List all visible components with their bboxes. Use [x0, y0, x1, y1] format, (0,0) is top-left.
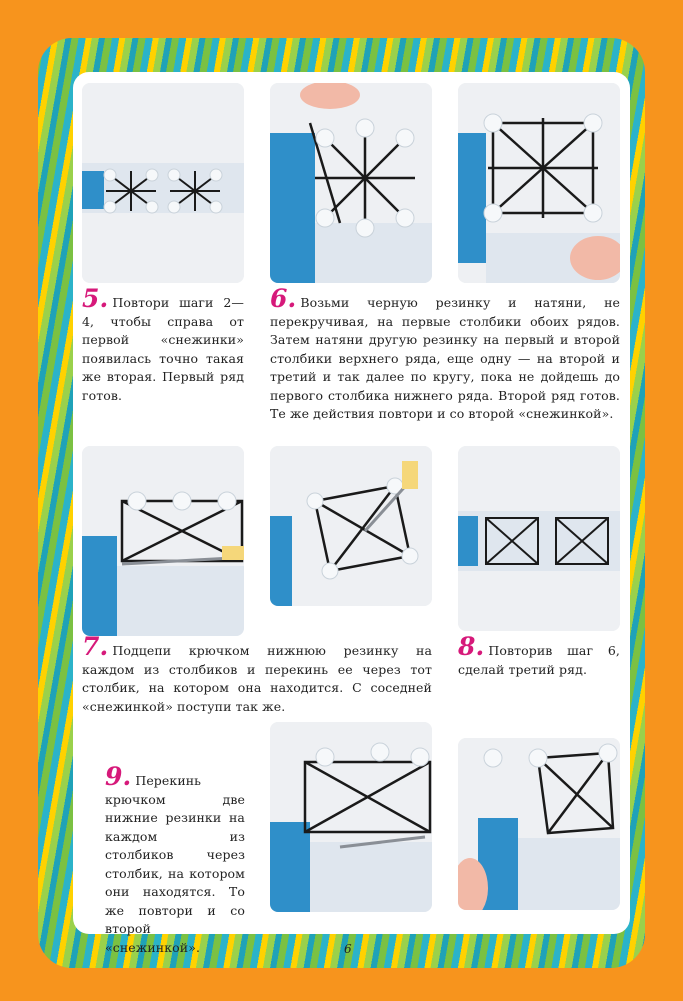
step-5-number: 5.: [82, 284, 109, 313]
page-number: 6: [344, 942, 352, 956]
step-7-instruction: Подцепи крючком нижнюю резинку на каждом из столбиков и перекинь ее через тот столбик, на котором она находится. С соседней «снежинкой» поступи так же.: [82, 643, 432, 714]
step-6-text: [270, 284, 620, 424]
photo-step-9-hook-left: [270, 722, 432, 912]
step-8-number: 8.: [458, 632, 485, 661]
step-7-number: 7.: [82, 632, 109, 661]
photo-step-7-hook-middle: [270, 446, 432, 606]
step-5-text: [82, 284, 244, 405]
step-5-instruction: Повтори шаги 2—4, чтобы справа от первой «снежинки» появилась точно такая же вторая. Первый ряд готов.: [82, 295, 244, 403]
step-9-text: [105, 762, 245, 957]
step-6-number: 6.: [270, 284, 297, 313]
step-9-instruction: Перекинь крючком две нижние резинки на каждом из столбиков через столбик, на котором они находятся. То же повтори и со второй «снежинкой».: [105, 773, 245, 955]
photo-step-6-stretching-band: [270, 83, 432, 283]
step-8-text: [458, 632, 620, 679]
photo-step-8-third-row: [458, 446, 620, 631]
photo-step-6-square-formed: [458, 83, 620, 283]
step-8-instruction: Повторив шаг 6, сделай третий ряд.: [458, 643, 620, 677]
step-6-instruction: Возьми черную резинку и натяни, не перекручивая, на первые столбики обоих рядов. Затем натяни другую резинку на первый и второй столбики верхнего ряда, еще одну — на второй и третий и так далее по кругу, пока не дойдешь до первого столбика нижнего ряда. Второй ряд готов. Те же действия повтори и со второй «снежинкой».: [270, 295, 620, 421]
photo-step-9-hook-right: [458, 738, 620, 910]
step-9-number: 9.: [105, 762, 132, 791]
photo-step-5-loom-row: [82, 83, 244, 283]
photo-step-7-hook-left: [82, 446, 244, 636]
step-7-text: [82, 632, 432, 716]
